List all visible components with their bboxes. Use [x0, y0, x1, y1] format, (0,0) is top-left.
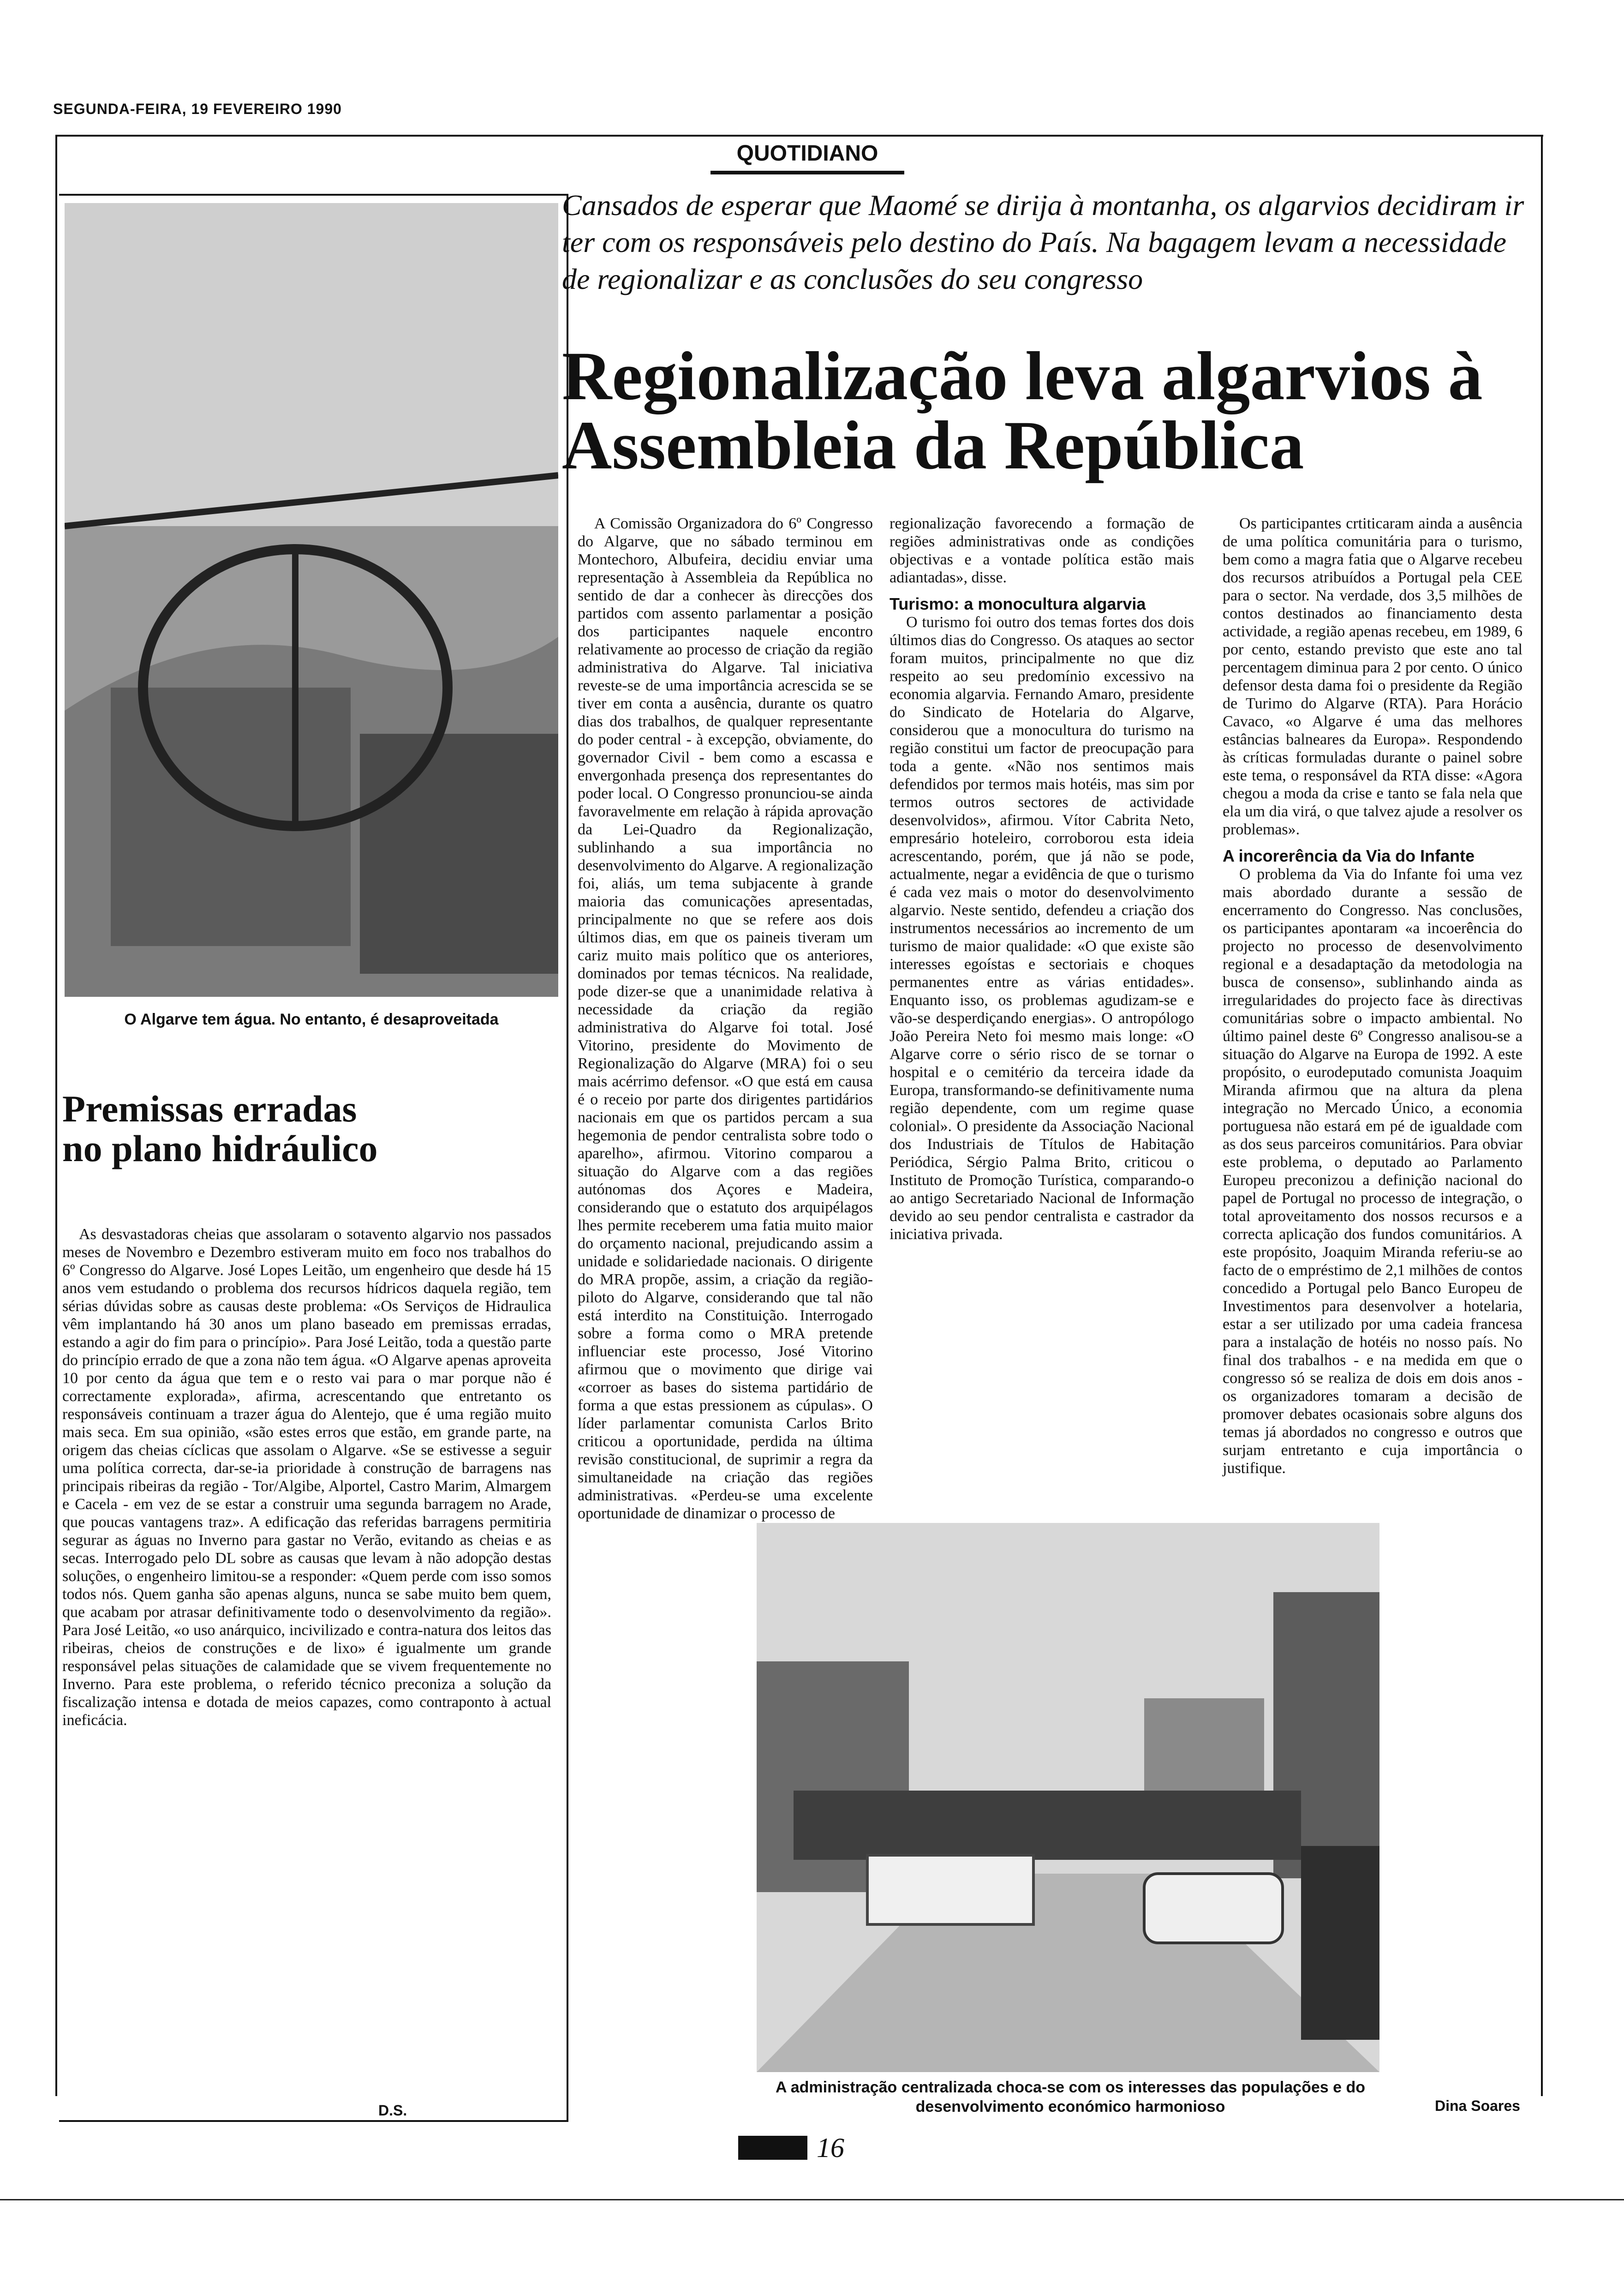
main-article-signature: Dina Soares — [1435, 2097, 1520, 2114]
side-article-body: As desvastadoras cheias que assolaram o sotavento algarvio nos passados meses de Novembro e Dezembro estiveram muito em foco nos trabalhos do 6º Congresso do Algarve. José Lopes Leitão, um engenheiro que desde há 15 anos vem estudando o problema dos recursos hídricos daquela região, tem sérias dúvidas sobre as causas deste problema: «Os Serviços de Hidraulica vêm implantando há 30 anos um plano baseado em premissas erradas, estando a agir do fim para o princípio». Para José Leitão, toda a questão parte do princípio errado de que a zona não tem água. «O Algarve apenas aproveita 10 por cento da água que tem e o resto vai para o mar porque não é correctamente explorada», afirma, acrescentando que entretanto os responsáveis continuam a trazer água do Alentejo, que é uma região muito mais seca. Em sua opinião, «são estes erros que estão, em grande parte, na origem das cheias cíclicas que assolam o Algarve. «Se se estivesse a seguir uma política correcta, dar-se-ia prioridade à construção de barragens nas principais ribeiras da região - Tor/Algibe, Alportel, Castro Marim, Almargem e Cacela - em vez de se estar a construir uma segunda barragem no Arade, que poucas vantagens traz». A edificação das referidas barragens permitiria segurar as águas no Inverno para gastar no Verão, evitando as cheias e as secas. Interrogado pelo DL sobre as causas que levam à não adopção destas soluções, o engenheiro limitou-se a responder: «Quem perde com isso somos todos nós. Quem ganha são apenas alguns, nunca se sabe muito bem quem, que acabam por atrasar definitivamente todo o desenvolvimento da região». Para José Leitão, «o uso anárquico, incivilizado e contra-natura dos leitos das ribeiras, cheios de construções e de lixo» é igualmente um grande responsável pelas situações de calamidade que se vivem frequentemente no Inverno. Para este problema, o referido técnico preconiza a solução da fiscalização intensa e dotada de meios capazes, como contraponto à actual ineficácia. — [62, 1226, 551, 1729]
article-column-1: A Comissão Organizadora do 6º Congresso do Algarve, que no sábado terminou em Montechoro, Albufeira, decidiu enviar uma representação à Assembleia da República no sentido de dar a conhecer às direcções dos partidos com assento parlamentar a posição dos participantes naquele encontro relativamente ao processo de criação da região administrativa do Algarve. Tal iniciativa reveste-se de uma importância acrescida se se tiver em conta a ausência, durante os quatro dias dos trabalhos, de qualquer representante do poder central - à excepção, obviamente, do governador Civil - bem como a escassa e envergonhada presença dos representantes do poder local. O Congresso pronunciou-se ainda favoravelmente em relação à rápida aprovação da Lei-Quadro da Regionalização, sublinhando a sua importância no desenvolvimento do Algarve. A regionalização foi, aliás, um tema subjacente à grande maioria das comunicações apresentadas, principalmente no que se refere aos dois últimos dias, em que os paineis tiveram um cariz muito mais político que os anteriores, dominados por temas técnicos. Na realidade, pode dizer-se que a unanimidade relativa à necessidade da criação da região administrativa do Algarve foi total. José Vitorino, presidente do Movimento de Regionalização do Algarve (MRA) foi o seu mais acérrimo defensor. «O que está em causa é o receio por parte dos dirigentes partidários nacionais em que os partidos percam a sua hegemonia de pendor centralista sobre todo o aparelho», afirmou. Vitorino comparou a situação do Algarve com a das regiões autónomas dos Açores e Madeira, considerando que o estatuto dos arquipélagos lhes permite receberem uma fatia muito maior do orçamento nacional, prejudicando assim a unidade e solidariedade nacionais. O dirigente do MRA propõe, assim, a criação da região-piloto do Algarve, considerando que tal não está interdito na Constituição. Interrogado sobre a forma como o MRA pretende influenciar este processo, José Vitorino afirmou que o movimento que dirige vai «corroer as bases do sistema partidário de forma a que estas pressionem as cúpulas». O líder parlamentar comunista Carlos Brito criticou a oportunidade, perdida na última revisão constitucional, de suprimir a regra da simultaneidade na criação das regiões administrativas. «Perdeu-se uma excelente oportunidade de dinamizar o processo de — [578, 515, 873, 1522]
left-rule — [55, 135, 57, 2096]
left-photo-caption: O Algarve tem água. No entanto, é desaproveitada — [124, 1011, 499, 1028]
subhead-via-infante: A incorerência da Via do Infante — [1223, 846, 1475, 865]
right-rule — [1541, 135, 1543, 2096]
side-article-title: Premissas erradas no plano hidráulico — [62, 1088, 378, 1169]
subhead-turismo: Turismo: a monocultura algarvia — [890, 594, 1146, 613]
page-number: 16 — [817, 2133, 844, 2163]
top-rule — [55, 135, 1543, 137]
side-article-signature: D.S. — [378, 2102, 407, 2119]
section-bar — [710, 171, 904, 174]
bottom-rule — [0, 2199, 1624, 2200]
water-wheel-photo — [65, 203, 558, 997]
section-label: QUOTIDIANO — [736, 141, 878, 166]
street-train-photo — [757, 1523, 1379, 2072]
article-column-2: regionalização favorecendo a formação de regiões administrativas onde as condições objectivas e a vontade política estão mais adiantadas», disse. Turismo: a monocultura algarvia O turismo foi outro dos temas fortes dos dois últimos dias do Congresso. Os ataques ao sector foram muitos, principalmente no que diz respeito ao seu predomínio excessivo na economia algarvia. Fernando Amaro, presidente do Sindicato de Hotelaria do Algarve, considerou que a monocultura do turismo na região constitui um factor de preocupação para toda a gente. «Não nos sentimos mais defendidos por termos mais hotéis, mas sim por termos outros sectores de actividade desenvolvidos», afirmou. Vítor Cabrita Neto, empresário hoteleiro, corroborou esta ideia acrescentando, porém, que já não se pode, actualmente, negar a evidência de que o turismo é cada vez mais o motor do desenvolvimento algarvio. Neste sentido, defendeu a criação dos instrumentos necessários ao incremento de um turismo de maior qualidade: «O que existe são interesses egoístas e sectoriais e choques permanentes entre as várias entidades». Enquanto isso, os problemas agudizam-se e vão-se desperdiçando energias». O antropólogo João Pereira Neto foi mesmo mais longe: «O Algarve corre o sério risco de se tornar o hospital e o cemitério da terceira idade da Europa, transformando-se definitivamente numa região dependente, com um regime quase colonial». O presidente da Associação Nacional dos Industriais de Títulos de Habitação Periódica, Sérgio Palma Brito, criticou o Instituto de Promoção Turística, comparando-o ao antigo Secretariado Nacional de Informação devido ao seu pendor centralista e castrador da iniciativa privada. — [890, 515, 1194, 1243]
deck: Cansados de esperar que Maomé se dirija à montanha, os algarvios decidiram ir ter com os responsáveis pelo destino do País. Na bagagem levam a necessidade de regionalizar e as conclusões do seu congresso — [562, 189, 1524, 295]
article-column-3: Os participantes crtiticaram ainda a ausência de uma política comunitária para o turismo, bem como a magra fatia que o Algarve recebeu dos recursos atribuídos a Portugal pela CEE para o sector. Na verdade, dos 3,5 milhões de contos destinados ao financiamento desta actividade, a região apenas recebeu, em 1989, 6 por cento, estando previsto que este ano tal percentagem diminua para 2 por cento. O único defensor desta dama foi o presidente da Região de Turimo do Algarve (RTA). Para Horácio Cavaco, «o Algarve é uma das melhores estâncias balneares da Europa». Respondendo às críticas formuladas durante o painel sobre este tema, o responsável da RTA disse: «Agora chegou a moda da crise e tanto se fala nela que ela um dia virá, o que talvez ajude a resolver os problemas». A incorerência da Via do Infante O problema da Via do Infante foi uma vez mais abordado durante a sessão de encerramento do Congresso. Nas conclusões, os participantes apontaram «a incoerência do projecto no processo de desenvolvimento regional e a desadaptação da metodologia na busca de consenso», sublinhando ainda as irregularidades do projecto face às directivas comunitárias sobre o impacto ambiental. No último painel deste 6º Congresso analisou-se a situação do Algarve na Europa de 1992. A este propósito, o eurodeputado comunista Joaquim Miranda afirmou que na altura da plena integração no Mercado Único, a economia portuguesa não estará em pé de igualdade com as dos seus parceiros comunitários. Para obviar este problema, o deputado ao Parlamento Europeu preconizou a definição nacional do papel de Portugal no processo de integração, o total aproveitamento dos nossos recursos e a correcta aplicação dos fundos comunitários. A este propósito, Joaquim Miranda referiu-se ao facto de o empréstimo de 2,1 milhões de contos concedido a Portugal pelo Banco Europeu de Investimentos para desenvolver a hotelaria, estar a ser utilizado por uma cadeia francesa para a instalação de hotéis no nosso país. No final dos trabalhos - e na medida em que o congresso só se realiza de dois em dois anos - os organizadores tomaram a decisão de promover debates ocasionais sobre alguns dos temas já abordados no congresso e outros que surjam entretanto e cuja importância o justifique. — [1223, 515, 1522, 1477]
newspaper-logo — [738, 2136, 807, 2160]
dateline: SEGUNDA-FEIRA, 19 FEVEREIRO 1990 — [53, 101, 342, 117]
bottom-photo-caption: A administração centralizada choca-se com os interesses das populações e do desenvolvimento económico harmonioso — [776, 2079, 1365, 2115]
headline: Regionalização leva algarvios à Assembleia da República — [562, 338, 1483, 484]
